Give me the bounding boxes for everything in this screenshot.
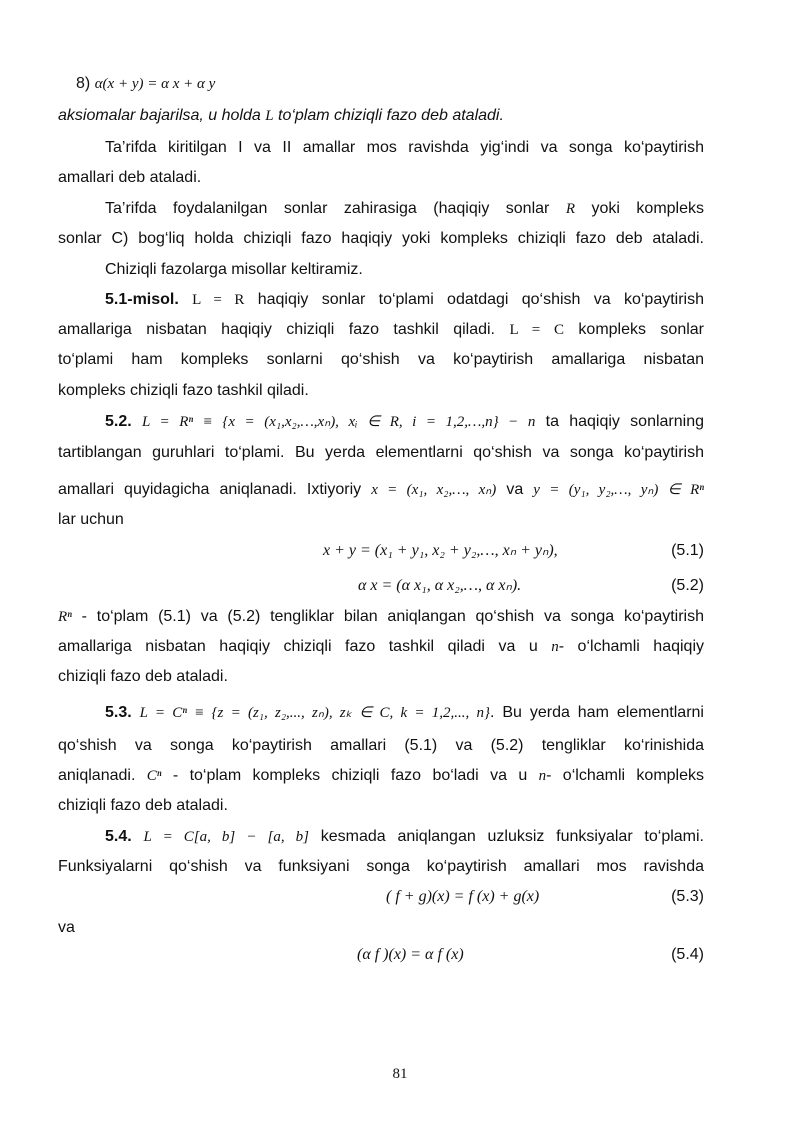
page-number: 81 [392, 1066, 408, 1082]
paragraph-1-line-2: amallari deb ataladi. [58, 169, 202, 186]
example-5-4-line-2: Funksiyalarni qo‘shish va funksiyani songa ko‘paytirish amallari mos ravishda [58, 858, 704, 875]
text: amallariga nisbatan haqiqiy chiziqli fazo tashkil qiladi. [58, 321, 510, 338]
text: aniqlanadi. [58, 767, 147, 784]
text: - to‘plam kompleks chiziqli fazo bo‘ladi va u [161, 767, 539, 784]
vector-y: y = (y₁, y₂,…, yₙ) ∈ Rⁿ [533, 482, 704, 498]
text: . Bu yerda ham elementlarni [489, 704, 704, 721]
text: Ta’rifda foydalanilgan sonlar zahirasiga (haqiqiy sonlar [105, 200, 566, 217]
text: kesmada aniqlangan uzluksiz funksiyalar to‘plami. [309, 828, 704, 845]
example-5-3-line-2: qo‘shish va songa ko‘paytirish amallari (5.1) va (5.2) tengliklar ko‘rinishida [58, 737, 704, 754]
axiom-8 [76, 74, 722, 94]
example-label: 5.2. [105, 413, 132, 430]
example-formula: L = Cⁿ ≡ {z = (z₁, z₂,..., zₙ), zₖ ∈ C, k = 1,2,..., n} [139, 705, 490, 721]
example-label: 5.3. [105, 704, 132, 721]
n-symbol: n [551, 639, 559, 655]
example-5-1-line-1 [105, 290, 704, 310]
paragraph-2-line-2: sonlar C) bog‘liq holda chiziqli fazo haqiqiy yoki kompleks chiziqli fazo deb ataladi. [58, 230, 704, 247]
equation-number-5-1: (5.1) [671, 542, 704, 559]
example-label: 5.1-misol. [105, 291, 179, 308]
vector-x: x = (x₁, x₂,…, xₙ) [371, 482, 497, 498]
equation-5-4: (α f )(x) = α f (x) [357, 946, 464, 963]
example-5-2-line-4: lar uchun [58, 511, 124, 528]
paragraph-3: Chiziqli fazolarga misollar keltiramiz. [105, 261, 363, 278]
text: va [496, 481, 534, 498]
example-5-3-line-1 [105, 703, 704, 723]
example-5-4-line-1 [105, 827, 704, 847]
example-5-2-line-1 [105, 412, 704, 432]
real-set-symbol: R [565, 201, 576, 217]
equation-number-5-4: (5.4) [671, 946, 704, 963]
equation-5-1: x + y = (x₁ + y₁, x₂ + y₂,…, xₙ + yₙ), [323, 542, 558, 559]
equation-5-3: ( f + g)(x) = f (x) + g(x) [386, 888, 540, 905]
axiom-number: 8) [76, 75, 91, 92]
example-5-2-line-2: tartiblangan guruhlari to‘plami. Bu yerda elementlarni qo‘shish va songa ko‘paytirish [58, 444, 704, 461]
equation-number-5-3: (5.3) [671, 888, 704, 905]
definition-text: aksiomalar bajarilsa, u holda [58, 107, 266, 124]
example-5-3-line-3 [58, 766, 704, 786]
axiom-formula: α(x + y) = α x + α y [94, 76, 216, 92]
equation-5-2: α x = (α x₁, α x₂,…, α xₙ). [358, 577, 522, 594]
example-formula: L = Rⁿ ≡ {x = (x₁,x₂,…,xₙ), xᵢ ∈ R, i = 1,2,…,n} − n [141, 414, 536, 430]
n-symbol: n [538, 768, 547, 784]
example-formula: L = C [509, 322, 564, 338]
example-5-3-line-4: chiziqli fazo deb ataladi. [58, 797, 228, 814]
text: haqiqiy sonlar to‘plami odatdagi qo‘shish va ko‘paytirish [244, 291, 704, 308]
definition-text-end: to‘plam chiziqli fazo deb ataladi. [273, 107, 504, 124]
text: kompleks sonlar [563, 321, 704, 338]
text: yoki kompleks [575, 200, 704, 217]
example-formula: L = C[a, b] − [a, b] [143, 829, 310, 845]
example-5-1-line-3: to‘plami ham kompleks sonlarni qo‘shish va ko‘paytirish amallariga nisbatan [58, 351, 704, 368]
set-symbol: L [265, 108, 274, 124]
paragraph-2-line-1 [105, 199, 704, 219]
text: - o‘lchamli haqiqiy [558, 638, 704, 655]
rn-paragraph-line-1 [58, 607, 704, 627]
cn-symbol: Cⁿ [146, 768, 162, 784]
example-formula: L = R [192, 292, 245, 308]
text: amallari quyidagicha aniqlanadi. Ixtiyoriy [58, 481, 372, 498]
rn-paragraph-line-3: chiziqli fazo deb ataladi. [58, 668, 228, 685]
paragraph-1-line-1: Ta’rifda kiritilgan I va II amallar mos ravishda yig‘indi va songa ko‘paytirish [105, 139, 704, 156]
example-5-1-line-4: kompleks chiziqli fazo tashkil qiladi. [58, 382, 309, 399]
rn-symbol: Rⁿ [58, 609, 72, 625]
text: amallariga nisbatan haqiqiy chiziqli fazo tashkil qiladi va u [58, 638, 552, 655]
equation-number-5-2: (5.2) [671, 577, 704, 594]
text: - to‘plam (5.1) va (5.2) tengliklar bilan aniqlangan qo‘shish va songa ko‘paytirish [71, 608, 704, 625]
text: - o‘lchamli kompleks [546, 767, 704, 784]
example-label: 5.4. [105, 828, 132, 845]
definition-conclusion [58, 106, 704, 126]
text: ta haqiqiy sonlarning [545, 413, 704, 430]
rn-paragraph-line-2 [58, 637, 704, 657]
conjunction-va: va [58, 919, 75, 936]
example-5-1-line-2 [58, 320, 704, 340]
example-5-2-line-3 [58, 480, 704, 500]
